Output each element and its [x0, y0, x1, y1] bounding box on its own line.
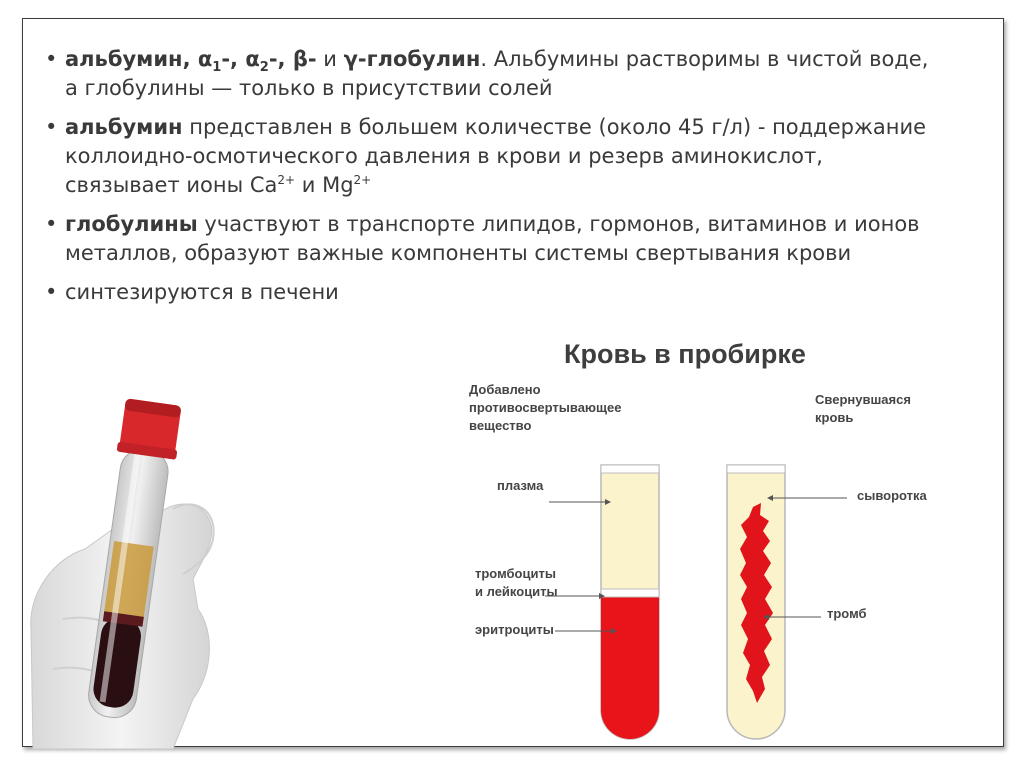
plasma-label: плазма — [497, 478, 544, 493]
bullet-list — [41, 45, 941, 317]
synthesis-text: синтезируются в печени — [65, 280, 339, 304]
term-alpha2: -, α — [221, 47, 260, 71]
anticoagulant-line-1: Добавлено — [469, 382, 541, 397]
bullet-globulin-function — [41, 210, 941, 268]
anticoagulant-line-3: вещество — [469, 418, 532, 433]
tube-top-right — [727, 465, 785, 473]
subscript-2: 2 — [259, 60, 269, 76]
buffy-coat — [601, 589, 659, 597]
term-albumin-alpha: альбумин, α — [65, 47, 213, 71]
tubes-drawing — [427, 325, 947, 745]
diagram-title: Кровь в пробирке — [564, 339, 806, 369]
bullet-synthesis — [41, 278, 941, 307]
clot-label: тромб — [827, 606, 867, 621]
bullet-marker: • — [45, 115, 58, 139]
bullet-marker: • — [45, 280, 58, 304]
term-albumin: альбумин — [65, 115, 183, 139]
mg-text: и Mg — [295, 173, 354, 197]
tube-top-left — [601, 465, 659, 473]
bullet-albumin-function — [41, 113, 941, 200]
platelets-line-1: тромбоциты — [475, 566, 556, 581]
anticoagulant-tube — [545, 465, 659, 739]
bullet-marker: • — [45, 47, 58, 71]
superscript-ca: 2+ — [277, 173, 296, 187]
platelets-line-2: и лейкоциты — [475, 584, 558, 599]
slide — [22, 18, 1004, 747]
conjunction: и — [316, 47, 344, 71]
erythrocyte-layer — [601, 597, 659, 739]
clotted-line-2: кровь — [815, 410, 854, 425]
superscript-mg: 2+ — [353, 173, 372, 187]
bullet-albumin-globulin-types — [41, 45, 941, 103]
solubility-text: . Альбумины растворимы в чистой воде, а глобулины — только в присутствии солей — [65, 47, 929, 100]
bullet-marker: • — [45, 212, 58, 236]
term-globulins: глобулины — [65, 212, 198, 236]
subscript-1: 1 — [212, 60, 222, 76]
clotted-line-1: Свернувшаяся — [815, 392, 911, 407]
clotted-tube — [727, 465, 847, 739]
term-beta: -, β- — [268, 47, 317, 71]
anticoagulant-line-2: противосвертывающее — [469, 400, 622, 415]
erythrocytes-label: эритроциты — [475, 622, 554, 637]
blood-tube-photo — [23, 379, 263, 749]
serum-label: сыворотка — [857, 488, 927, 503]
globulin-text: участвуют в транспорте липидов, гормонов, витаминов и ионов металлов, образуют важные компоненты системы свертывания крови — [65, 212, 920, 265]
albumin-text: представлен в большем количестве (около 45 г/л) - поддержание коллоидно-осмотического давления в крови и резерв аминокислот, связывает ионы Ca — [65, 115, 927, 197]
term-gamma-globulin: γ-глобулин — [343, 47, 481, 71]
blood-tube-diagram — [427, 325, 947, 745]
